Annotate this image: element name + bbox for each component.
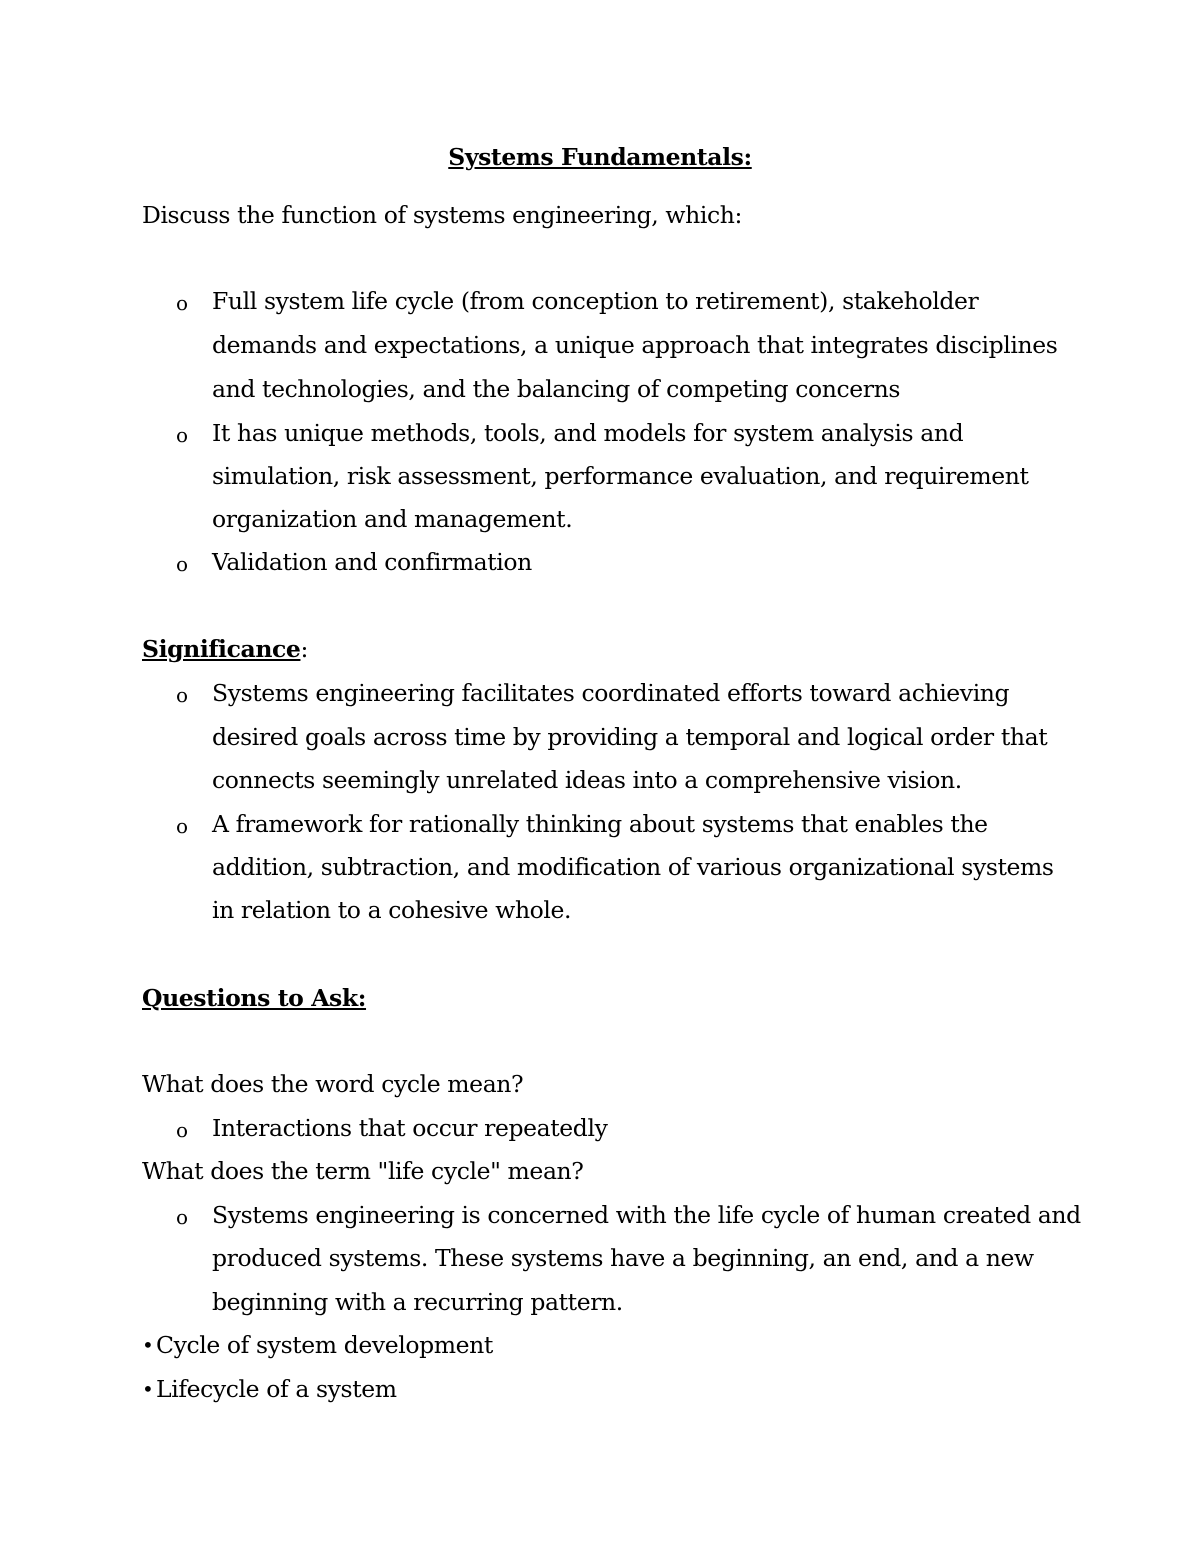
list-item-line: addition, subtraction, and modification of various organizational systems	[212, 853, 1054, 881]
list-item-line: It has unique methods, tools, and models for system analysis and	[212, 419, 964, 447]
question-1: What does the word cycle mean?	[142, 1070, 524, 1098]
bullet-marker: o	[176, 291, 189, 315]
list-item-line: Validation and confirmation	[212, 548, 532, 576]
dot-marker: •	[142, 1377, 154, 1401]
list-item-line: Systems engineering facilitates coordinated efforts toward achieving	[212, 679, 1010, 707]
page-title: Systems Fundamentals:	[448, 143, 752, 171]
list-item-line: organization and management.	[212, 505, 573, 533]
bullet-marker: o	[176, 814, 189, 838]
dot-list-item: Cycle of system development	[156, 1331, 493, 1359]
list-item-line: desired goals across time by providing a temporal and logical order that	[212, 723, 1048, 751]
list-item-line: simulation, risk assessment, performance evaluation, and requirement	[212, 462, 1029, 490]
list-item-line: A framework for rationally thinking about systems that enables the	[212, 810, 988, 838]
answer-1: Interactions that occur repeatedly	[212, 1114, 608, 1142]
bullet-marker: o	[176, 423, 189, 447]
significance-heading	[142, 634, 308, 664]
list-item-line: demands and expectations, a unique approach that integrates disciplines	[212, 331, 1058, 359]
list-item-line: connects seemingly unrelated ideas into a comprehensive vision.	[212, 766, 962, 794]
answer-2-line: Systems engineering is concerned with the life cycle of human created and	[212, 1201, 1081, 1229]
list-item-line: in relation to a cohesive whole.	[212, 896, 572, 924]
questions-heading-text: Questions to Ask:	[142, 984, 367, 1012]
questions-heading	[142, 983, 366, 1013]
significance-heading-text: Significance	[142, 635, 301, 663]
bullet-marker: o	[176, 1205, 189, 1229]
bullet-marker: o	[176, 552, 189, 576]
dot-list-item: Lifecycle of a system	[156, 1375, 397, 1403]
list-item-line: and technologies, and the balancing of competing concerns	[212, 375, 900, 403]
significance-heading-colon: :	[300, 635, 308, 663]
dot-marker: •	[142, 1333, 154, 1357]
answer-2-line: beginning with a recurring pattern.	[212, 1288, 623, 1316]
list-item-line: Full system life cycle (from conception to retirement), stakeholder	[212, 287, 979, 315]
intro-text: Discuss the function of systems engineering, which:	[142, 201, 742, 229]
bullet-marker: o	[176, 1118, 189, 1142]
answer-2-line: produced systems. These systems have a beginning, an end, and a new	[212, 1244, 1034, 1272]
question-2: What does the term "life cycle" mean?	[142, 1157, 584, 1185]
bullet-marker: o	[176, 683, 189, 707]
